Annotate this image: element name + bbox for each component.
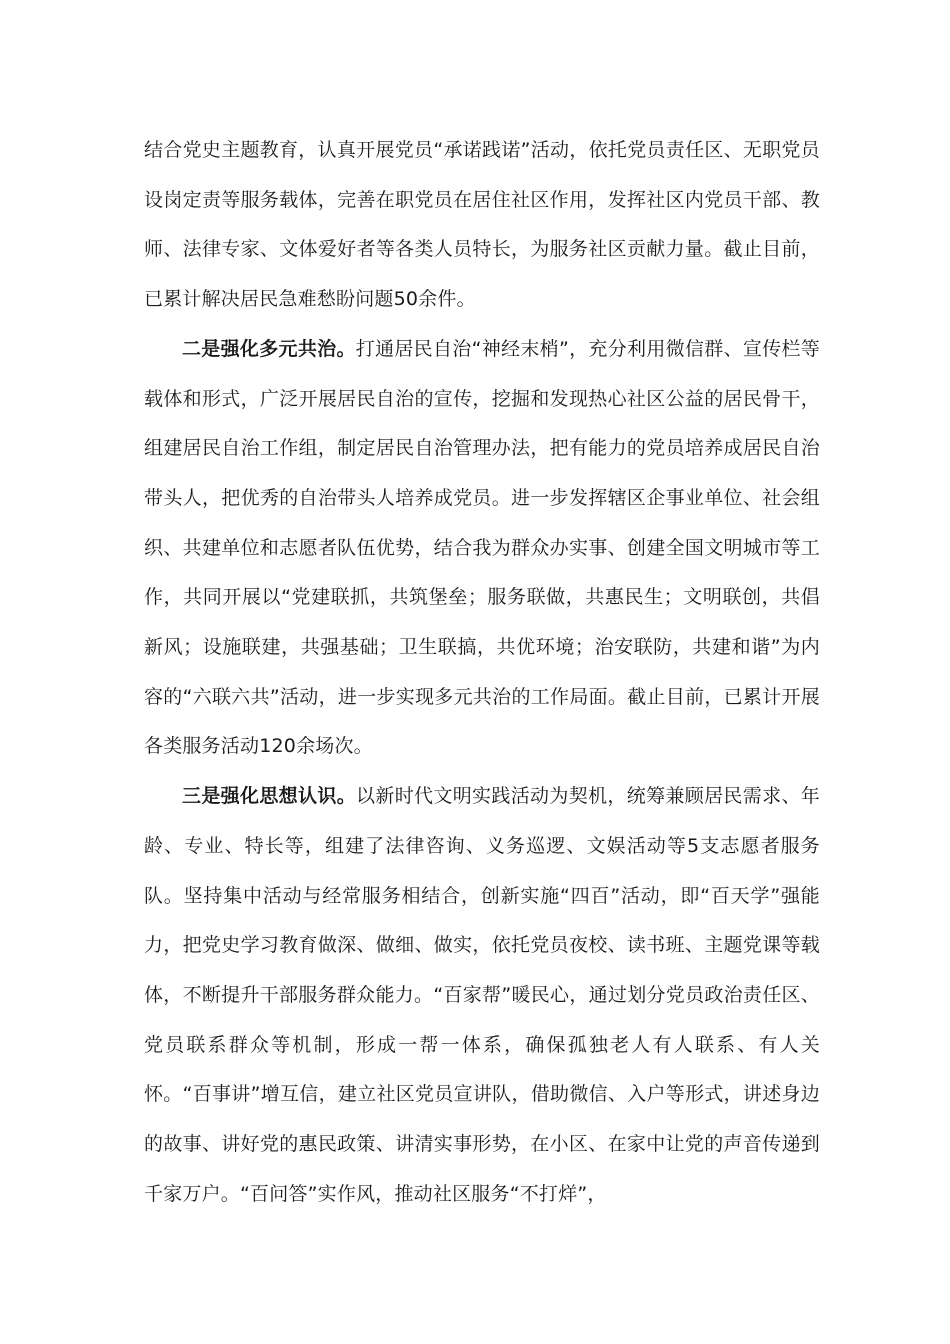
paragraph-2 [144,325,820,772]
paragraph-2-lead: 二是强化多元共治。 [182,337,356,360]
paragraph-1-text: 结合党史主题教育，认真开展党员“承诺践诺”活动，依托党员责任区、无职党员设岗定责等服务载体，完善在职党员在居住社区作用，发挥社区内党员干部、教师、法律专家、文体爱好者等各类人员特长，为服务社区贡献力量。截止目前，已累计解决居民急难愁盼问题50余件。 [144,139,820,311]
paragraph-1 [144,126,820,325]
paragraph-3 [144,772,820,1219]
paragraph-3-lead: 三是强化思想认识。 [182,785,357,808]
paragraph-3-text: 以新时代文明实践活动为契机，统筹兼顾居民需求、年龄、专业、特长等，组建了法律咨询、义务巡逻、文娱活动等5支志愿者服务队。坚持集中活动与经常服务相结合，创新实施“四百”活动，即“百天学”强能力，把党史学习教育做深、做细、做实，依托党员夜校、读书班、主题党课等载体，不断提升干部服务群众能力。“百家帮”暖民心，通过划分党员政治责任区、党员联系群众等机制，形成一帮一体系，确保孤独老人有人联系、有人关怀。“百事讲”增互信，建立社区党员宣讲队，借助微信、入户等形式，讲述身边的故事、讲好党的惠民政策、讲清实事形势，在小区、在家中让党的声音传递到千家万户。“百问答”实作风，推动社区服务“不打烊”， [144,785,820,1205]
paragraph-2-text: 打通居民自治“神经末梢”，充分利用微信群、宣传栏等载体和形式，广泛开展居民自治的宣传，挖掘和发现热心社区公益的居民骨干，组建居民自治工作组，制定居民自治管理办法，把有能力的党员培养成居民自治带头人，把优秀的自治带头人培养成党员。进一步发挥辖区企事业单位、社会组织、共建单位和志愿者队伍优势，结合我为群众办实事、创建全国文明城市等工作，共同开展以“党建联抓，共筑堡垒；服务联做，共惠民生；文明联创，共倡新风；设施联建，共强基础；卫生联搞，共优环境；治安联防，共建和谐”为内容的“六联六共”活动，进一步实现多元共治的工作局面。截止目前，已累计开展各类服务活动120余场次。 [144,337,820,758]
document-body [144,126,820,1219]
